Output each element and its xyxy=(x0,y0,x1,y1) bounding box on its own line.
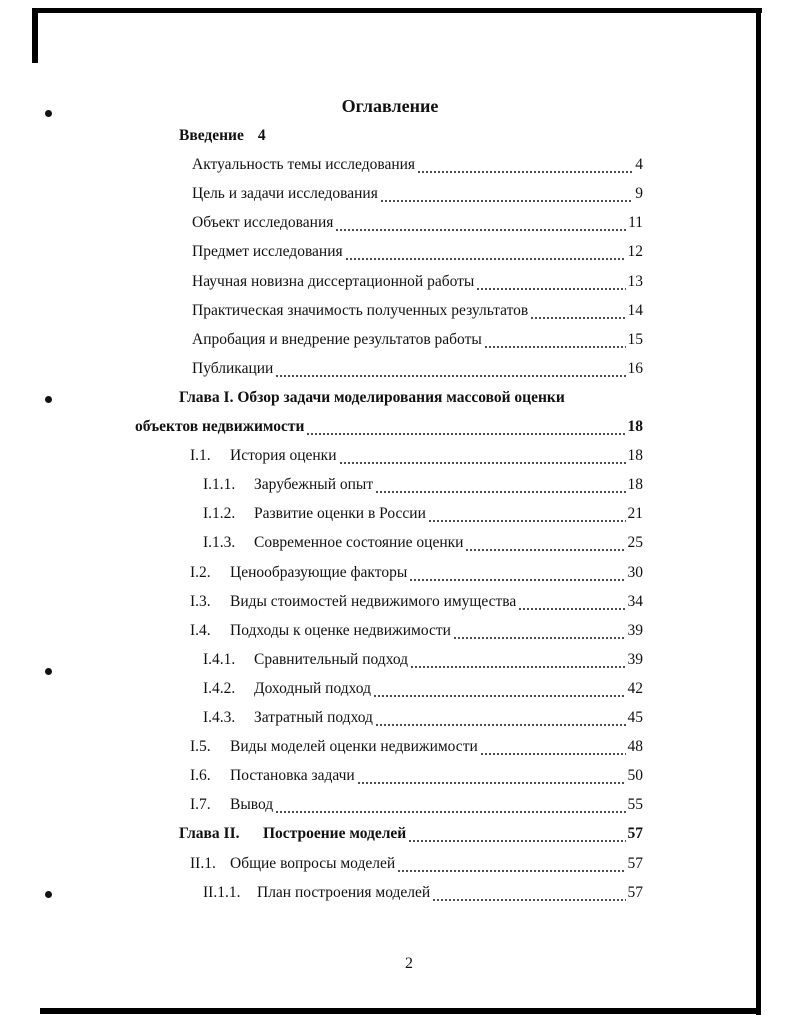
toc-entry xyxy=(192,214,643,236)
toc-entry-number: I.1.3. xyxy=(203,534,236,552)
toc-entry-page: 18 xyxy=(627,447,643,465)
toc-entry-page: 42 xyxy=(627,679,643,697)
toc-entry xyxy=(192,185,643,207)
toc-entry-page: 12 xyxy=(627,243,643,261)
toc-entry-page: 39 xyxy=(627,621,643,639)
toc-entry-title: Общие вопросы моделей xyxy=(230,854,396,872)
toc-entry-title: История оценки xyxy=(230,447,337,465)
toc-entry xyxy=(190,767,643,789)
toc-entry-page: 34 xyxy=(627,592,643,610)
dot-leader xyxy=(409,579,625,581)
toc-entry-page: 4 xyxy=(635,156,643,174)
toc-entry-number: I.1. xyxy=(190,447,211,465)
scan-border-right xyxy=(756,8,761,1015)
dot-leader xyxy=(345,258,626,260)
toc-entry-title: Введение xyxy=(179,127,244,144)
toc-entry-number: I.4.2. xyxy=(203,679,236,697)
toc-entry xyxy=(190,855,643,877)
toc-entry-title: Постановка задачи xyxy=(230,767,355,785)
toc-entry xyxy=(192,331,643,353)
dot-leader xyxy=(275,375,625,377)
dot-leader xyxy=(375,724,626,726)
scan-border-top xyxy=(32,8,762,13)
dot-leader xyxy=(339,462,626,464)
toc-entry-page: 55 xyxy=(627,796,643,814)
toc-entry-page: 57 xyxy=(627,883,643,901)
toc-entry xyxy=(203,884,643,906)
dot-leader xyxy=(408,840,625,842)
dot-leader xyxy=(530,317,625,319)
toc-entry-page: 11 xyxy=(628,214,643,232)
toc-entry-page: 57 xyxy=(627,854,643,872)
dot-leader xyxy=(465,549,625,551)
page-number: 2 xyxy=(405,955,413,972)
toc-entry-title: Цель и задачи исследования xyxy=(192,185,378,203)
toc-entry-title: Практическая значимость полученных результатов xyxy=(192,301,529,319)
toc-entry-title: Публикации xyxy=(192,359,274,377)
toc-entry xyxy=(203,534,643,556)
toc-entry-title: Доходный подход xyxy=(254,679,371,697)
toc-entry-page: 9 xyxy=(635,185,643,203)
scan-border-bottom xyxy=(40,1008,761,1014)
dot-leader xyxy=(432,899,625,901)
dot-leader xyxy=(397,870,625,872)
toc-entry xyxy=(203,680,643,702)
toc-entry-number: I.1.2. xyxy=(203,505,236,523)
toc-entry-number: I.2. xyxy=(190,563,211,581)
toc-entry xyxy=(192,156,643,178)
dot-leader xyxy=(518,608,625,610)
toc-entry-number: II.1. xyxy=(190,854,216,872)
toc-entry-page: 13 xyxy=(627,272,643,290)
toc-entry xyxy=(192,360,643,382)
toc-entry-title: Апробация и внедрение результатов работы xyxy=(192,330,482,348)
dot-leader xyxy=(375,491,625,493)
toc-entry-page: 16 xyxy=(627,359,643,377)
toc-entry-title: Актуальность темы исследования xyxy=(192,156,416,174)
toc-entry-title: Подходы к оценке недвижимости xyxy=(230,621,451,639)
toc-entry-page: 25 xyxy=(627,534,643,552)
toc-entry xyxy=(203,709,643,731)
toc-entry-title: Научная новизна диссертационной работы xyxy=(192,272,475,290)
toc-entry xyxy=(135,418,643,440)
toc-entry xyxy=(190,564,643,586)
toc-entry-number: Глава II. xyxy=(179,825,240,843)
toc-entry-page: 57 xyxy=(627,825,643,843)
toc-entry-title: Развитие оценки в России xyxy=(254,505,426,523)
toc-entry-number: I.4. xyxy=(190,621,211,639)
punch-hole-mark xyxy=(45,396,52,403)
dot-leader xyxy=(380,200,633,202)
toc-entry-page: 30 xyxy=(627,563,643,581)
toc-entry-page: 18 xyxy=(627,476,643,494)
toc-entry-title: Виды стоимостей недвижимого имущества xyxy=(230,592,517,610)
toc-entry-title: объектов недвижимости xyxy=(135,418,305,435)
dot-leader xyxy=(453,637,626,639)
toc-entry-page: 39 xyxy=(627,650,643,668)
toc-entry-page: 21 xyxy=(627,505,643,523)
dot-leader xyxy=(428,520,626,522)
toc-entry-number: I.4.3. xyxy=(203,709,236,726)
toc-entry-page: 18 xyxy=(627,418,643,435)
toc-entry-title: Построение моделей xyxy=(263,825,407,843)
toc-entry-title: Глава I. Обзор задачи моделирования массовой оценки xyxy=(179,388,565,406)
punch-hole-mark xyxy=(45,668,52,675)
toc-entry-page: 48 xyxy=(627,738,643,756)
dot-leader xyxy=(306,433,625,435)
toc-entry xyxy=(203,505,643,527)
toc-entry xyxy=(192,273,643,295)
dot-leader xyxy=(417,171,633,173)
dot-leader xyxy=(410,666,625,668)
toc-entry-title: Вывод xyxy=(230,796,274,814)
toc-entry-number: I.6. xyxy=(190,767,211,785)
toc-entry-number: I.1.1. xyxy=(203,476,236,494)
toc-entry-title: Виды моделей оценки недвижимости xyxy=(230,738,478,756)
toc-entry-page: 50 xyxy=(627,767,643,785)
toc-entry-title: Зарубежный опыт xyxy=(254,476,374,494)
toc-entry-title: Затратный подход xyxy=(254,709,373,726)
dot-leader xyxy=(484,346,626,348)
toc-entry-page: 4 xyxy=(257,127,266,144)
toc-entry-number: I.4.1. xyxy=(203,650,236,668)
toc-entry xyxy=(190,738,643,760)
toc-entry-page: 45 xyxy=(627,709,643,726)
toc-entry xyxy=(192,243,643,265)
toc-entry xyxy=(192,302,643,324)
toc-entry-number: I.5. xyxy=(190,738,211,756)
toc-entry-title: Предмет исследования xyxy=(192,243,343,261)
toc-entry-number: I.3. xyxy=(190,592,211,610)
toc-entry xyxy=(203,651,643,673)
dot-leader xyxy=(480,753,626,755)
toc-entry-page: 15 xyxy=(627,330,643,348)
toc-entry xyxy=(190,796,643,818)
dot-leader xyxy=(373,695,626,697)
toc-entry xyxy=(190,622,643,644)
toc-entry-title: Сравнительный подход xyxy=(254,650,409,668)
toc-entry-number: I.7. xyxy=(190,796,211,814)
toc-entry xyxy=(190,447,643,469)
dot-leader xyxy=(275,811,625,813)
toc-entry-title: План построения моделей xyxy=(257,883,431,901)
toc-entry xyxy=(203,476,643,498)
dot-leader xyxy=(357,782,626,784)
toc-entry xyxy=(179,389,565,411)
dot-leader xyxy=(335,229,626,231)
toc-entry xyxy=(179,127,266,149)
toc-entry-title: Объект исследования xyxy=(192,214,334,232)
toc-entry-page: 14 xyxy=(627,301,643,319)
scan-border-left xyxy=(32,8,38,63)
toc-heading: Оглавление xyxy=(341,96,439,116)
toc-entry-title: Ценообразующие факторы xyxy=(230,563,408,581)
toc-entry xyxy=(179,825,643,847)
dot-leader xyxy=(476,288,625,290)
toc-entry-title: Современное состояние оценки xyxy=(254,534,464,552)
toc-entry-number: II.1.1. xyxy=(203,883,241,901)
punch-hole-mark xyxy=(45,891,52,898)
toc-entry xyxy=(190,593,643,615)
